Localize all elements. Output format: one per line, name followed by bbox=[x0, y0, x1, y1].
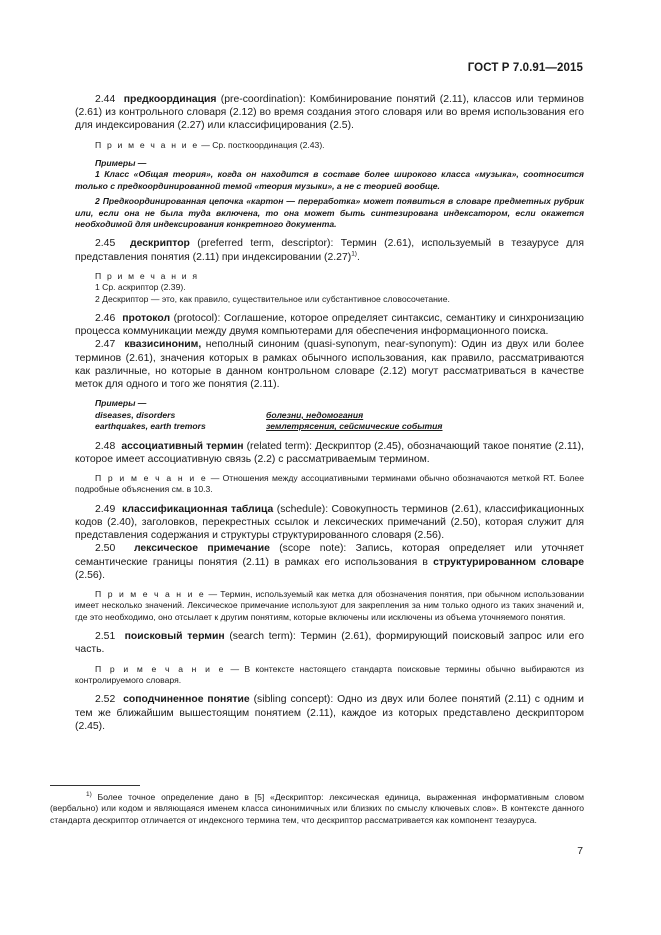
entry-2-45 bbox=[75, 237, 584, 263]
example-term-en: diseases, disorders bbox=[95, 409, 176, 420]
entry-definition: (related term): Дескриптор (2.45), обозначающий такое понятие (2.11), которое имеет ассоциативную связь (2.2) с рассматриваемым термином. bbox=[75, 440, 584, 465]
example-2-2-44: 2 Предкоординированная цепочка «картон — переработка» может появиться в словаре предметных рубрик или, если она не была туда включена, то она может быть синтезирована индексатором, если окажется необходимой для индексирования конкретного документа. bbox=[75, 196, 584, 230]
entry-number: 2.45 bbox=[95, 238, 116, 250]
note-text: — Отношения между ассоциативными терминами обычно обозначаются меткой RT. Более подробные объяснения см. в 10.3. bbox=[75, 472, 584, 495]
notes-label: П р и м е ч а н и я bbox=[95, 270, 199, 281]
examples-table-2-47 bbox=[75, 410, 584, 433]
entry-2-47 bbox=[75, 338, 584, 391]
note-2-48 bbox=[75, 473, 584, 496]
standard-header: ГОСТ Р 7.0.91—2015 bbox=[467, 62, 583, 74]
entry-definition: (pre-coordination): Комбинирование понятий (2.11), классов или терминов (2.61) из контрольного словаря (2.12) во время создания этого словаря или во время использования его для индексирования (2.27) или классифицирования (2.5). bbox=[75, 94, 584, 132]
entry-number: 2.44 bbox=[95, 94, 116, 105]
footnote-body: Более точное определение дано в [5] «Дескриптор: лексическая единица, выраженная информативным словом (вербально) или кодом и являющаяся именем класса синонимичных или близких по смыслу ключевых слов». В контексте данного стандарта дескриптор отличается от индексного термина тем, что дескриптор рассматривается как компонент тезауруса. bbox=[50, 792, 584, 825]
entry-term: дескриптор bbox=[130, 238, 190, 250]
entry-definition: неполный синоним (quasi-synonym, near-synonym): Один из двух или более терминов (2.61), значения которых в рамках обычного использования, как правило, рассматриваются как различные, но которые в данном контрольном словаре (2.12) могут рассматриваться в качестве меток для одного и того же понятия (2.11). bbox=[75, 339, 584, 391]
examples-label-2-44: Примеры — bbox=[95, 158, 147, 169]
entry-term: поисковый термин bbox=[124, 631, 225, 643]
entry-2-44 bbox=[75, 93, 584, 133]
entry-number: 2.46 bbox=[95, 313, 116, 325]
entry-cross-ref: структурированном словаре bbox=[433, 556, 584, 568]
entry-term: предкоординация bbox=[123, 94, 217, 105]
entry-number: 2.48 bbox=[95, 440, 116, 452]
example-term-ru: болезни, недомогания bbox=[266, 409, 364, 420]
entry-definition: (scope note): Запись, которая определяет или уточняет семантические границы понятия (2.11) в рамках его использования в bbox=[75, 543, 584, 568]
footnote bbox=[50, 792, 584, 826]
entry-2-46 bbox=[75, 312, 584, 338]
note-2-44 bbox=[75, 140, 584, 151]
example-term-ru: землетрясения, сейсмические события bbox=[266, 421, 443, 432]
entry-number: 2.50 bbox=[95, 543, 116, 555]
note-2-2-45: 2 Дескриптор — это, как правило, существительное или субстантивное словосочетание. bbox=[95, 293, 450, 304]
footnote-text bbox=[50, 792, 584, 826]
note-1-2-45: 1 Ср. аскриптор (2.39). bbox=[95, 282, 186, 293]
entry-2-50 bbox=[75, 542, 584, 582]
footnote-divider bbox=[50, 785, 140, 786]
entry-2-49 bbox=[75, 503, 584, 543]
entry-term: лексическое примечание bbox=[133, 543, 270, 555]
entry-definition-end: (2.56). bbox=[75, 569, 106, 581]
note-label: П р и м е ч а н и е bbox=[95, 588, 206, 599]
entry-term: квазисиноним, bbox=[124, 339, 202, 351]
page-number: 7 bbox=[577, 846, 583, 857]
example-1-2-44: 1 Класс «Общая теория», когда он находится в составе более широкого класса «музыка», соотносится только с предкоординированной темой «теория музыки», а не с теорией вообще. bbox=[75, 169, 584, 191]
entry-2-51 bbox=[75, 630, 584, 656]
entry-definition: (sibling concept): Одно из двух или более понятий (2.11) с одним и тем же ближайшим вышестоящим понятием (2.11), каждое из которых представлено дескриптором (2.45). bbox=[75, 694, 584, 732]
page-content bbox=[75, 93, 584, 733]
note-2-50 bbox=[75, 589, 584, 623]
example-term-en: earthquakes, earth tremors bbox=[95, 421, 206, 432]
entry-definition: (preferred term, descriptor): Термин (2.61), используемый в тезаурусе для представления понятия (2.11) при индексировании (2.27) bbox=[75, 238, 584, 263]
entry-number: 2.51 bbox=[95, 631, 116, 643]
entry-term: классификационная таблица bbox=[122, 503, 274, 515]
note-label: П р и м е ч а н и е bbox=[95, 663, 226, 674]
entry-number: 2.47 bbox=[95, 339, 116, 351]
entry-definition-end: . bbox=[356, 251, 360, 263]
entry-number: 2.52 bbox=[95, 694, 116, 706]
footnote-ref[interactable]: 1) bbox=[351, 250, 357, 258]
note-label: П р и м е ч а н и е bbox=[95, 472, 208, 483]
entry-term: соподчиненное понятие bbox=[123, 694, 250, 706]
entry-definition: (protocol): Соглашение, которое определяет синтаксис, семантику и синхронизацию процесса коммуникации между двумя компьютерами для обеспечения информационного поиска. bbox=[75, 313, 584, 338]
entry-2-48 bbox=[75, 440, 584, 466]
entry-definition: (search term): Термин (2.61), формирующий поисковый запрос или его часть. bbox=[75, 631, 584, 656]
entry-term: протокол bbox=[122, 313, 171, 325]
notes-label-2-45 bbox=[75, 271, 584, 282]
footnote-mark: 1) bbox=[86, 791, 92, 799]
entry-definition: (schedule): Совокупность терминов (2.61), классификационных кодов (2.40), заголовков, перекрестных ссылок и лексических примечаний (2.50), которая служит для представления содержания и структуры структурированного словаря (2.56). bbox=[75, 503, 584, 542]
note-text: — В контексте настоящего стандарта поисковые термины обычно выбираются из контролируемого словаря. bbox=[75, 663, 584, 685]
entry-term: ассоциативный термин bbox=[121, 440, 244, 452]
examples-label-2-47: Примеры — bbox=[95, 398, 147, 409]
note-text: — Ср. посткоординация (2.43). bbox=[198, 139, 325, 150]
entry-2-52 bbox=[75, 693, 584, 733]
note-2-51 bbox=[75, 664, 584, 687]
entry-number: 2.49 bbox=[95, 503, 116, 515]
note-text: — Термин, используемый как метка для обозначения понятия, при обычном использовании имеет несколько значений. Лексическое примечание используют для закрепления за ним только одного из таких значений и, где это необходимо, оно отсылает к другим понятиям, которые включены или исключены из объема уточняемого понятия. bbox=[75, 588, 584, 622]
note-label: П р и м е ч а н и е bbox=[95, 139, 199, 150]
